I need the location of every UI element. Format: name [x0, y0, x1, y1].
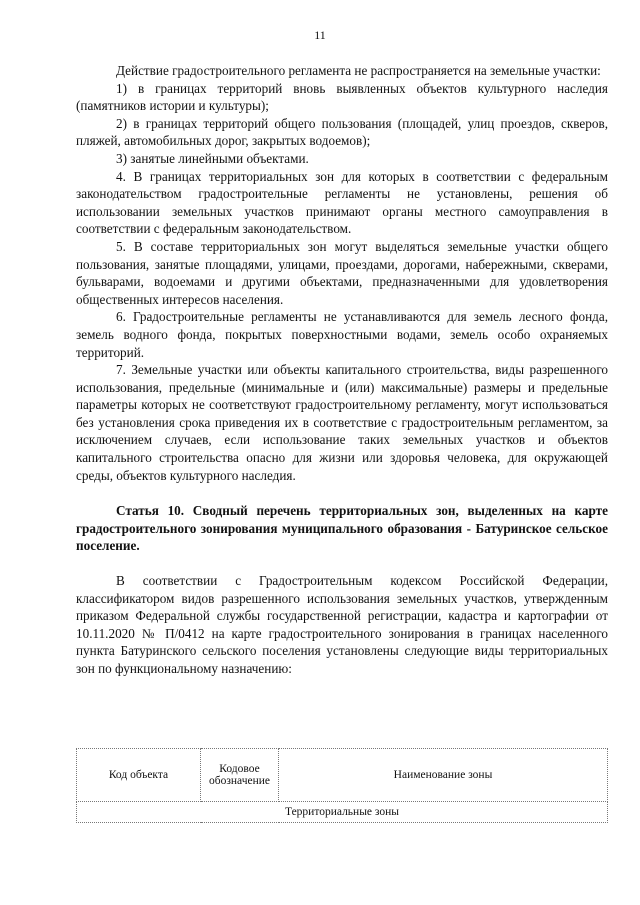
- paragraph-intro: Действие градостроительного регламента не распространяется на земельные участки:: [116, 63, 601, 78]
- table-subheader-row: [77, 802, 608, 823]
- table-header-row: [77, 749, 608, 802]
- paragraph-item-1: 1) в границах территорий вновь выявленных объектов культурного наследия (памятников истории и культуры);: [76, 80, 608, 114]
- page-content: [76, 62, 608, 678]
- header-object-code: Код объекта: [77, 749, 201, 802]
- article-title: Статья 10. Сводный перечень территориальных зон, выделенных на карте градостроительного зонирования муниципального образования - Батуринское сельское поселение.: [76, 503, 608, 554]
- paragraph-4: 4. В границах территориальных зон для которых в соответствии с федеральным законодательством градостроительные регламенты не установлены, решения об использовании земельных участков принимают органы местного самоуправления в соответствии с федеральным законодательством.: [76, 168, 608, 237]
- section-spacer: [76, 555, 608, 572]
- paragraph-6: 6. Градостроительные регламенты не устанавливаются для земель лесного фонда, земель водного фонда, покрытых поверхностными водами, земель особо охраняемых территорий.: [76, 309, 608, 360]
- paragraph-7: 7. Земельные участки или объекты капитального строительства, виды разрешенного использования, предельные (минимальные и (или) максимальные) размеры и предельные параметры которых не соответствуют градостроительному регламенту, могут использоваться без установления срока приведения их в соответствие с градостроительным регламентом, за исключением случаев, если использование таких земельных участков и объектов капитального строительства опасно для жизни или здоровья человека, для окружающей среды, объектов культурного наследия.: [76, 362, 608, 483]
- paragraph-item-3: 3) занятые линейными объектами.: [116, 150, 309, 166]
- paragraph-5: 5. В составе территориальных зон могут выделяться земельные участки общего пользования, занятые площадями, улицами, проездами, дорогами, набережными, скверами, бульварами, водоемами и другими объектами, предназначенными для удовлетворения общественных интересов населения.: [76, 238, 608, 307]
- article-paragraph: В соответствии с Градостроительным кодексом Российской Федерации, классификатором видов разрешенного использования земельных участков, утвержденным приказом Федеральной службы государственной регистрации, кадастра и картографии от 10.11.2020 № П/0412 на карте градостроительного зонирования в границах населенного пункта Батуринского сельского поселения установлены следующие виды территориальных зон по функциональному назначению:: [76, 573, 608, 676]
- subheader-territorial-zones: Территориальные зоны: [77, 802, 608, 823]
- header-zone-name: Наименование зоны: [279, 749, 608, 802]
- header-code-designation: Кодовое обозначение: [201, 749, 279, 802]
- paragraph-item-2: 2) в границах территорий общего пользования (площадей, улиц проездов, скверов, пляжей, автомобильных дорог, закрытых водоемов);: [76, 115, 608, 149]
- zones-table: [76, 748, 608, 823]
- page-number: 11: [314, 28, 326, 42]
